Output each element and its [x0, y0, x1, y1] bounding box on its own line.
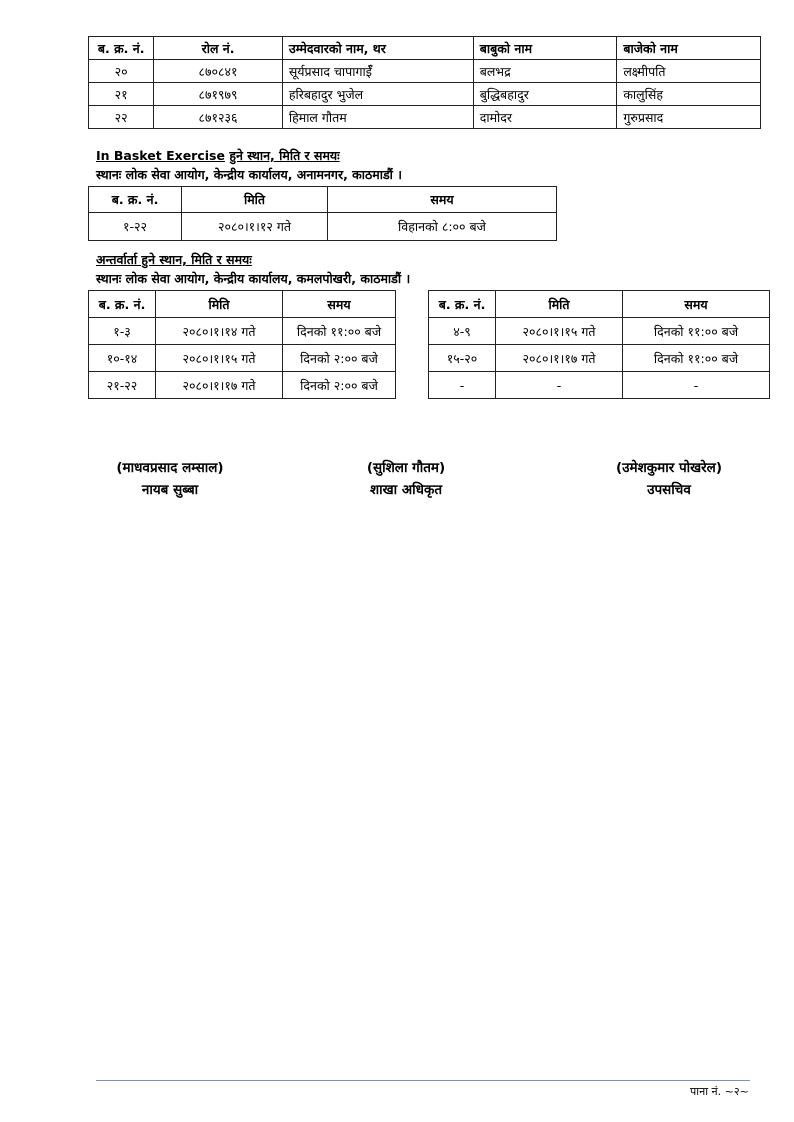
cell-time: दिनको ११:०० बजे	[623, 345, 770, 372]
col-header-name: उम्मेदवारको नाम, थर	[282, 37, 473, 60]
interview-table-right	[428, 290, 770, 399]
cell-serial: १-३	[89, 318, 156, 345]
in-basket-title-rest: हुने स्थान, मिति र समयः	[229, 148, 340, 163]
col-header-time: समय	[283, 291, 396, 318]
cell-father: दामोदर	[473, 106, 617, 129]
cell-date: -	[496, 372, 623, 399]
col-header-roll: रोल नं.	[154, 37, 283, 60]
cell-date: २०८०।१।१५ गते	[156, 345, 283, 372]
table-row	[89, 318, 396, 345]
table-row	[89, 345, 396, 372]
in-basket-venue: स्थानः लोक सेवा आयोग, केन्द्रीय कार्यालय, अनामनगर, काठमाडौं ।	[96, 167, 403, 182]
table-row	[429, 345, 770, 372]
col-header-serial: ब. क्र. नं.	[89, 187, 182, 213]
table-header-row	[429, 291, 770, 318]
page-number: पाना नं. ~२~	[690, 1085, 749, 1098]
cell-serial: १०-१४	[89, 345, 156, 372]
cell-roll: ८७१९७९	[154, 83, 283, 106]
signature-block-2	[326, 457, 486, 501]
col-header-date: मिति	[496, 291, 623, 318]
cell-serial: -	[429, 372, 496, 399]
col-header-serial: ब. क्र. नं.	[429, 291, 496, 318]
cell-name: सूर्यप्रसाद चापागाईँ	[282, 60, 473, 83]
cell-serial: १५-२०	[429, 345, 496, 372]
cell-date: २०८०।१।१५ गते	[496, 318, 623, 345]
signatory-name: (माधवप्रसाद लम्साल)	[116, 460, 224, 476]
table-row	[89, 83, 761, 106]
table-row	[429, 372, 770, 399]
signatory-title: शाखा अधिकृत	[369, 482, 443, 498]
cell-grandfather: कालुसिंह	[617, 83, 761, 106]
cell-date: २०८०।१।१७ गते	[496, 345, 623, 372]
table-header-row	[89, 291, 396, 318]
table-header-row	[89, 187, 557, 213]
table-row	[89, 372, 396, 399]
cell-date: २०८०।१।१४ गते	[156, 318, 283, 345]
table-row	[89, 106, 761, 129]
in-basket-table	[88, 186, 557, 241]
cell-father: बलभद्र	[473, 60, 617, 83]
cell-time: -	[623, 372, 770, 399]
table-row	[429, 318, 770, 345]
interview-venue: स्थानः लोक सेवा आयोग, केन्द्रीय कार्यालय, कमलपोखरी, काठमाडौं ।	[96, 271, 411, 286]
signature-block-3	[584, 457, 754, 501]
table-row	[89, 213, 557, 241]
cell-time: दिनको २:०० बजे	[283, 372, 396, 399]
candidates-table	[88, 36, 761, 129]
interview-title: अन्तर्वार्ता हुने स्थान, मिति र समयः	[96, 252, 252, 267]
cell-serial: २२	[89, 106, 154, 129]
signatory-title: नायब सुब्बा	[141, 482, 199, 498]
cell-time: दिनको ११:०० बजे	[283, 318, 396, 345]
cell-serial: २१	[89, 83, 154, 106]
cell-time: विहानको ८:०० बजे	[328, 213, 557, 241]
signatory-name: (सुशिला गौतम)	[366, 460, 446, 476]
cell-date: २०८०।१।१२ गते	[182, 213, 328, 241]
col-header-serial: ब. क्र. नं.	[89, 37, 154, 60]
col-header-time: समय	[328, 187, 557, 213]
signatory-title: उपसचिव	[647, 482, 691, 498]
in-basket-title-en: In Basket Exercise	[96, 148, 225, 163]
cell-name: हिमाल गौतम	[282, 106, 473, 129]
interview-table-left	[88, 290, 396, 399]
cell-time: दिनको २:०० बजे	[283, 345, 396, 372]
table-row	[89, 60, 761, 83]
signatory-name: (उमेशकुमार पोखरेल)	[615, 460, 723, 476]
col-header-time: समय	[623, 291, 770, 318]
cell-name: हरिबहादुर भुजेल	[282, 83, 473, 106]
table-header-row	[89, 37, 761, 60]
col-header-serial: ब. क्र. नं.	[89, 291, 156, 318]
in-basket-heading	[96, 147, 340, 164]
col-header-date: मिति	[156, 291, 283, 318]
cell-serial: १-२२	[89, 213, 182, 241]
cell-grandfather: लक्ष्मीपति	[617, 60, 761, 83]
cell-father: बुद्धिबहादुर	[473, 83, 617, 106]
cell-grandfather: गुरुप्रसाद	[617, 106, 761, 129]
col-header-date: मिति	[182, 187, 328, 213]
cell-serial: २१-२२	[89, 372, 156, 399]
signature-block-1	[90, 457, 250, 501]
cell-serial: ४-९	[429, 318, 496, 345]
cell-time: दिनको ११:०० बजे	[623, 318, 770, 345]
cell-date: २०८०।१।१७ गते	[156, 372, 283, 399]
col-header-grandfather: बाजेको नाम	[617, 37, 761, 60]
footer-divider	[96, 1080, 750, 1081]
col-header-father: बाबुको नाम	[473, 37, 617, 60]
interview-heading	[96, 251, 252, 268]
cell-roll: ८७०८४१	[154, 60, 283, 83]
cell-serial: २०	[89, 60, 154, 83]
cell-roll: ८७१२३६	[154, 106, 283, 129]
